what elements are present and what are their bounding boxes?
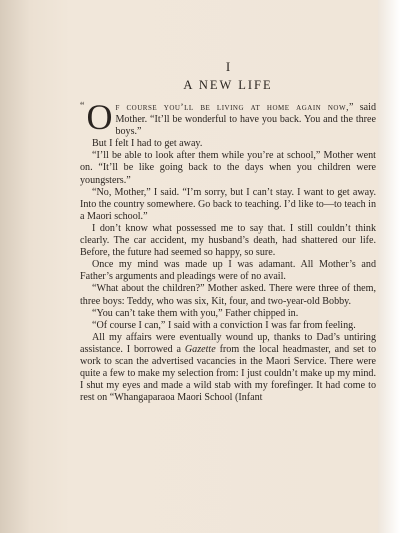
page-edge (378, 0, 400, 533)
opening-rest: ” said Mother. “It’ll be wonderful to have you back. You and the three boys.” (115, 102, 377, 138)
opening-smallcaps: f course you’ll be living at home again now, (115, 102, 349, 113)
paragraph: But I felt I had to get away. (92, 138, 203, 150)
opening-quote: “ (80, 101, 85, 112)
last-paragraph (80, 332, 376, 405)
paragraph: Once my mind was made up I was adamant. All Mother’s and Father’s arguments and pleadings were of no avail. (80, 259, 376, 283)
page-text (80, 60, 376, 404)
gazette-italic: Gazette (184, 343, 216, 355)
paragraph: “What about the children?” Mother asked. There were three of them, three boys: Teddy, who was six, Kit, four, and two-year-old Bobby. (80, 283, 376, 307)
chapter-number: I (225, 59, 231, 74)
chapter-title: A NEW LIFE (183, 78, 273, 92)
paragraph: “No, Mother,” I said. “I’m sorry, but I can’t stay. I want to get away. Into the country somewhere. Go back to teaching. I’d like to—to teach in a Maori school.” (80, 186, 376, 222)
paragraph: I don’t know what possessed me to say that. I still couldn’t think clearly. The car accident, my husband’s death, had shattered our life. Before, the future had seemed so happy, so sure. (80, 222, 376, 259)
paragraph: “I’ll be able to look after them while you’re at school,” Mother went on. “It’ll be like going back to the days when you children were youngsters.” (80, 150, 376, 186)
paragraph: “Of course I can,” I said with a conviction I was far from feeling. (92, 319, 356, 331)
opening-paragraph (80, 97, 377, 138)
last-paragraph-end: from the local headmaster, and set to work to scan the advertised vacancies in the Maori Service. There were quite a few to make my selection from: I just couldn’t make up my mind. I shut my eyes and made a wild stab with my forefinger. It had come to rest on “Whangaparaoa Maori School (Infant (80, 343, 377, 404)
paragraph: “You can’t take them with you,” Father chipped in. (92, 307, 299, 319)
last-paragraph-start: All my affairs were eventually wound up, thanks to Dad’s untiring assistance. I borrowed a (80, 331, 376, 355)
drop-cap: O (86, 97, 113, 137)
